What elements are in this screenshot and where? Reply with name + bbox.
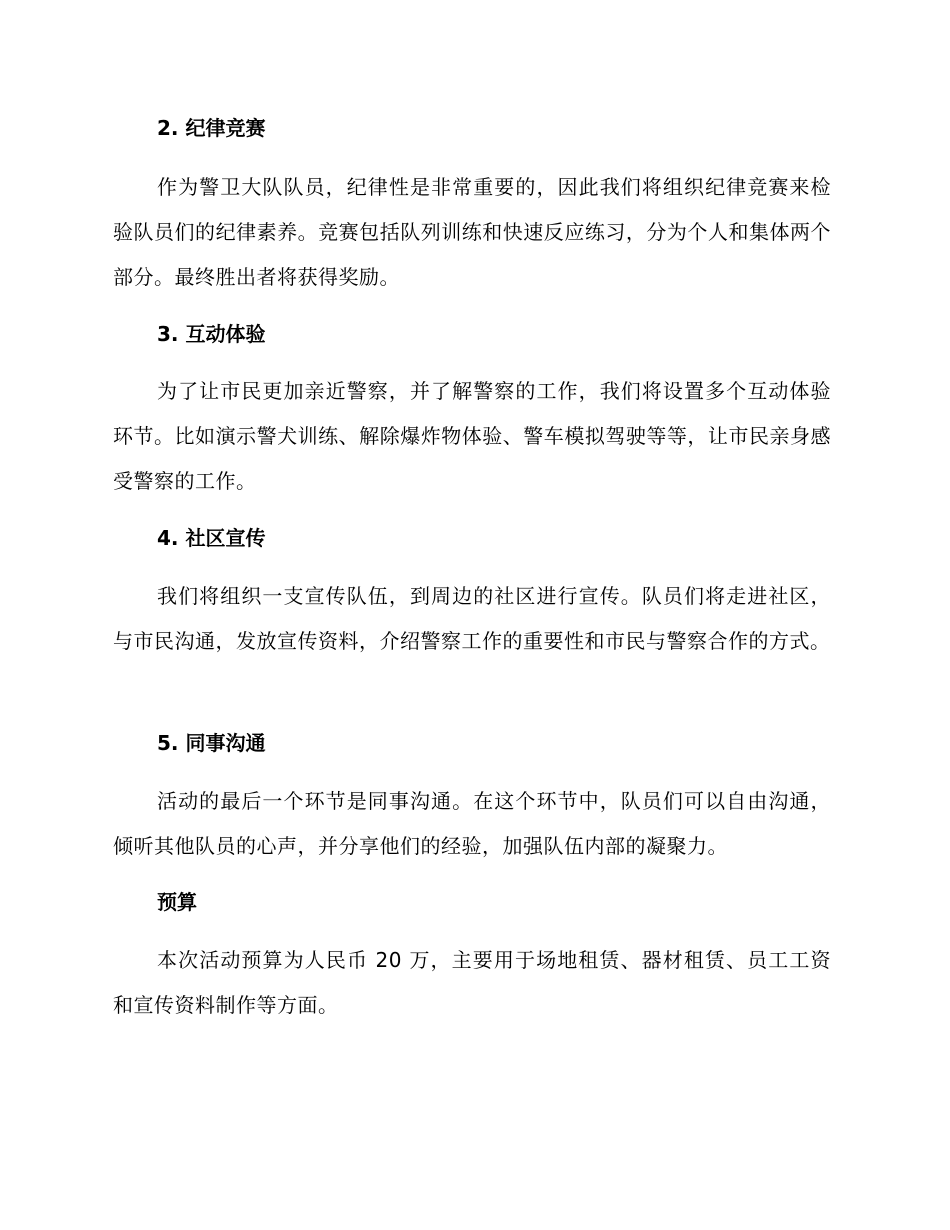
section-heading-community: 4. 社区宣传	[157, 526, 266, 550]
section-body-colleague: 活动的最后一个环节是同事沟通。在这个环节中，队员们可以自由沟通，倾听其他队员的心声，并分享他们的经验，加强队伍内部的凝聚力。	[113, 789, 831, 858]
section-body-discipline: 作为警卫大队队员，纪律性是非常重要的，因此我们将组织纪律竞赛来检验队员们的纪律素养。竞赛包括队列训练和快速反应练习，分为个人和集体两个部分。最终胜出者将获得奖励。	[113, 175, 831, 289]
section-heading-budget: 预算	[157, 890, 197, 914]
section-body-budget: 本次活动预算为人民币 20 万，主要用于场地租赁、器材租赁、员工工资和宣传资料制作等方面。	[113, 948, 831, 1017]
section-body-community: 我们将组织一支宣传队伍，到周边的社区进行宣传。队员们将走进社区，与市民沟通，发放宣传资料，介绍警察工作的重要性和市民与警察合作的方式。	[113, 584, 831, 653]
section-heading-interactive: 3. 互动体验	[157, 322, 266, 346]
section-body-interactive: 为了让市民更加亲近警察，并了解警察的工作，我们将设置多个互动体验环节。比如演示警犬训练、解除爆炸物体验、警车模拟驾驶等等，让市民亲身感受警察的工作。	[113, 379, 831, 493]
section-heading-colleague: 5. 同事沟通	[157, 731, 266, 755]
section-heading-discipline: 2. 纪律竞赛	[157, 116, 266, 140]
